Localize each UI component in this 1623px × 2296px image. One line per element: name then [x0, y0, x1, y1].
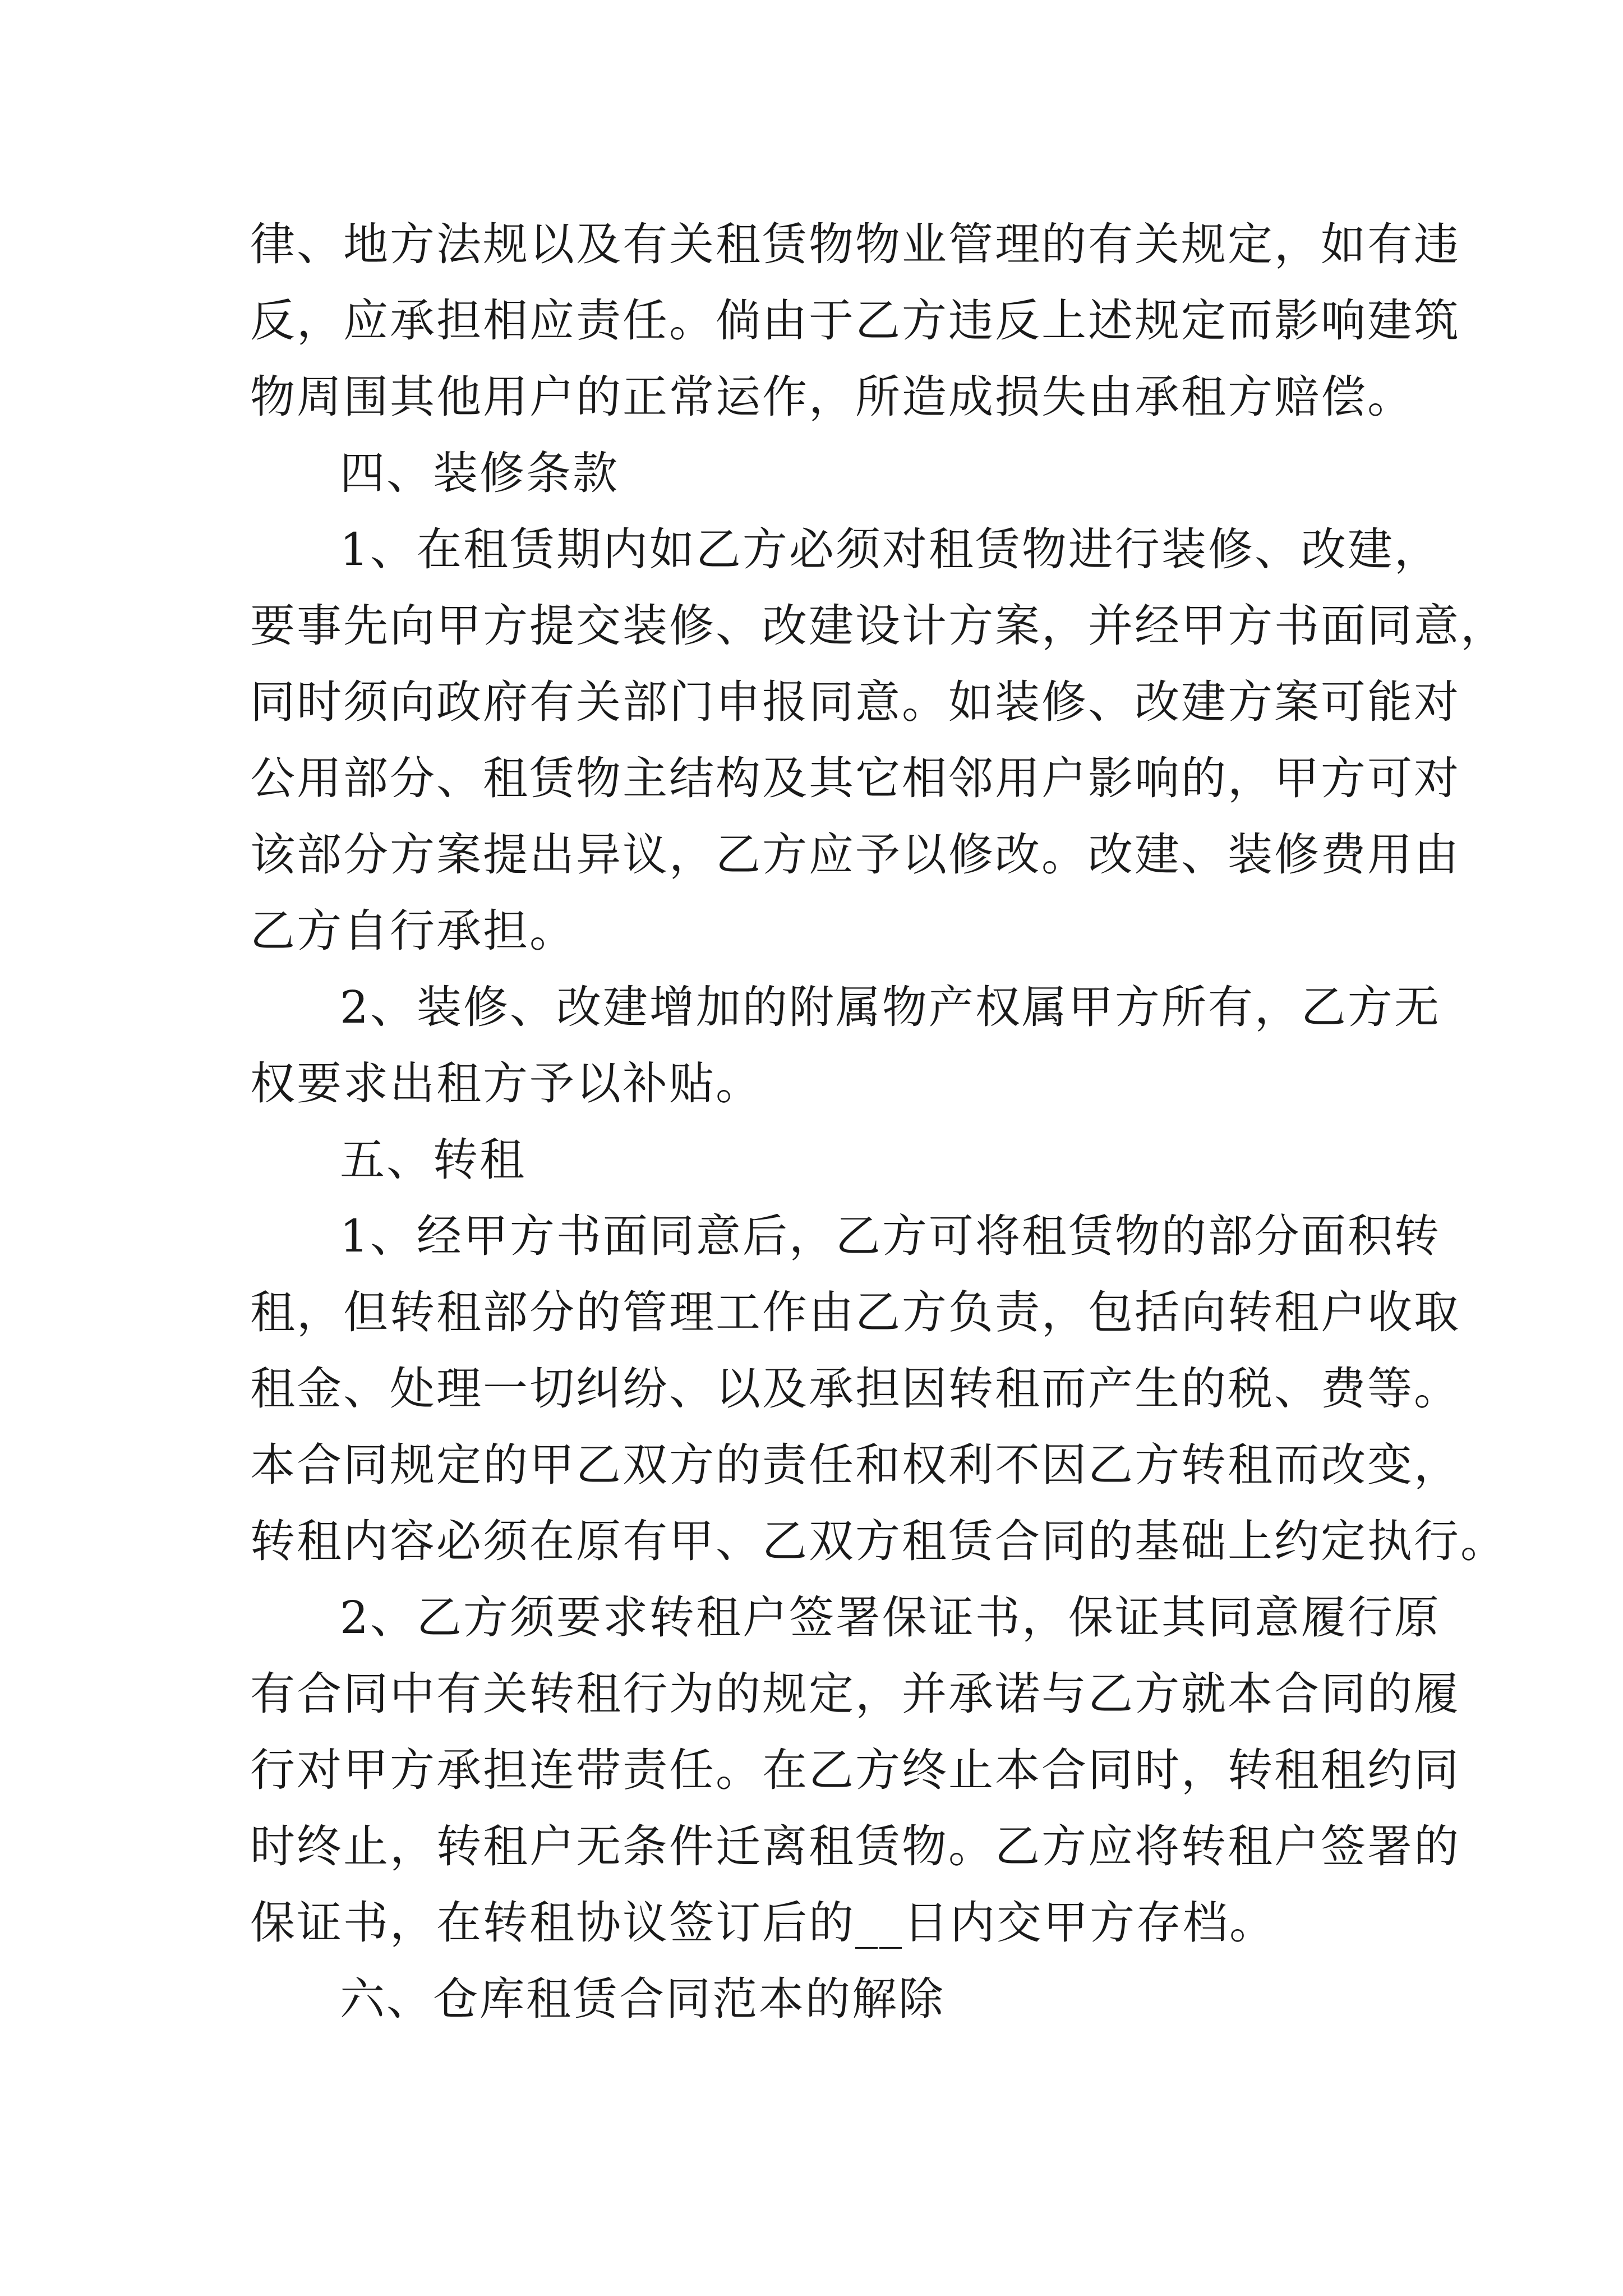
section-heading: 五、转租: [340, 1134, 526, 1186]
text-line: 1、经甲方书面同意后，乙方可将租赁物的部分面积转: [340, 1210, 1441, 1262]
text-line: 时终止，转租户无条件迁离租赁物。乙方应将转租户签署的: [250, 1820, 1460, 1872]
text-line: 2、乙方须要求转租户签署保证书，保证其同意履行原: [340, 1591, 1441, 1644]
text-line: 反，应承担相应责任。倘由于乙方违反上述规定而影响建筑: [250, 295, 1460, 347]
text-line: 该部分方案提出异议，乙方应予以修改。改建、装修费用由: [250, 829, 1460, 881]
text-line: 租金、处理一切纠纷、以及承担因转租而产生的税、费等。: [250, 1363, 1460, 1415]
text-line: 物周围其他用户的正常运作，所造成损失由承租方赔偿。: [250, 371, 1414, 423]
text-line: 本合同规定的甲乙双方的责任和权利不因乙方转租而改变，: [250, 1439, 1460, 1491]
text-line: 转租内容必须在原有甲、乙双方租赁合同的基础上约定执行。: [250, 1515, 1507, 1567]
section-heading: 四、装修条款: [340, 447, 619, 499]
text-line: 乙方自行承担。: [250, 905, 576, 957]
text-line: 公用部分、租赁物主结构及其它相邻用户影响的，甲方可对: [250, 752, 1460, 804]
text-line: 有合同中有关转租行为的规定，并承诺与乙方就本合同的履: [250, 1668, 1460, 1720]
text-line: 租，但转租部分的管理工作由乙方负责，包括向转租户收取: [250, 1286, 1460, 1338]
text-line: 1、在租赁期内如乙方必须对租赁物进行装修、改建，: [340, 523, 1441, 576]
text-line: 保证书，在转租协议签订后的__日内交甲方存档。: [250, 1897, 1276, 1949]
text-line: 要事先向甲方提交装修、改建设计方案，并经甲方书面同意，: [250, 600, 1507, 652]
text-line: 律、地方法规以及有关租赁物物业管理的有关规定，如有违: [250, 218, 1460, 270]
text-line: 同时须向政府有关部门申报同意。如装修、改建方案可能对: [250, 676, 1460, 728]
text-line: 2、装修、改建增加的附属物产权属甲方所有，乙方无: [340, 981, 1441, 1033]
text-line: 行对甲方承担连带责任。在乙方终止本合同时，转租租约同: [250, 1744, 1460, 1796]
text-line: 权要求出租方予以补贴。: [250, 1057, 762, 1110]
section-heading: 六、仓库租赁合同范本的解除: [340, 1973, 945, 2025]
body-text: [250, 206, 1507, 2037]
